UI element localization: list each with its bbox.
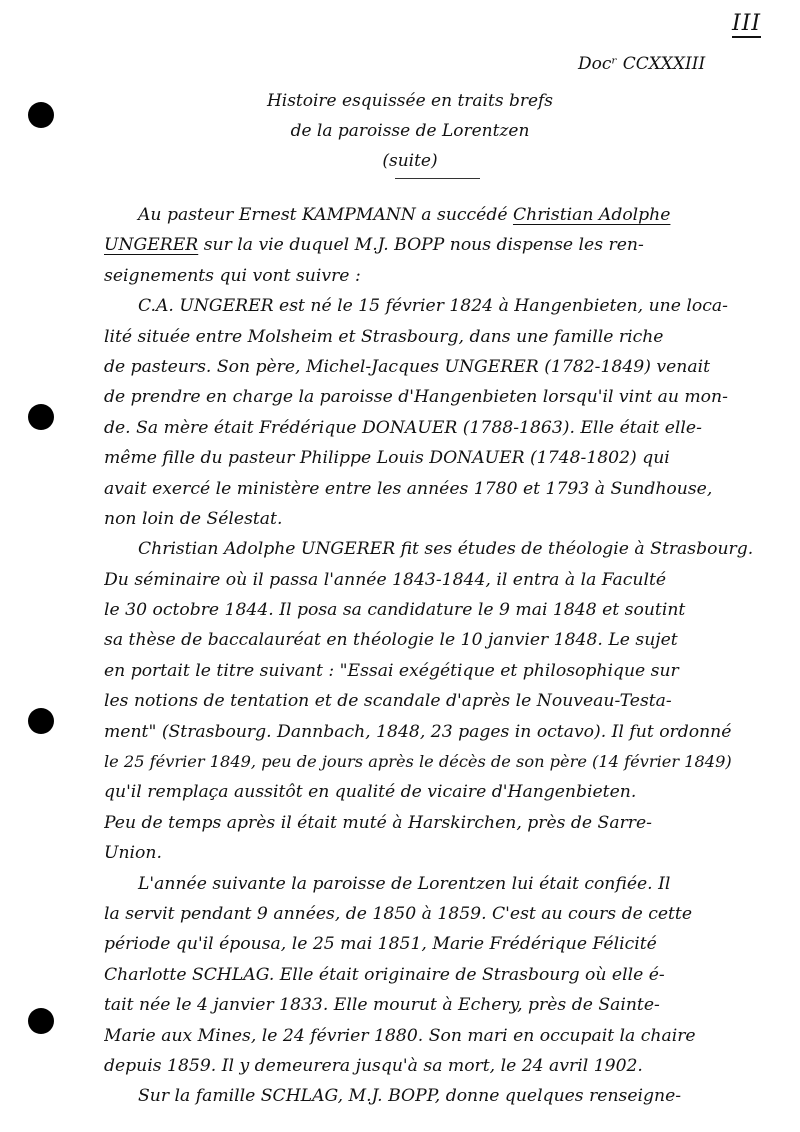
text-line: période qu'il épousa, le 25 mai 1851, Marie Frédérique Félicité: [104, 934, 657, 955]
punch-hole-2: [28, 404, 54, 430]
paragraph-4: [104, 869, 772, 1082]
text-line: C.A. UNGERER est né le 15 février 1824 à Hangenbieten, une loca-: [138, 296, 728, 317]
title-line-2: de la paroisse de Lorentzen: [290, 121, 530, 141]
text-line: Union.: [104, 843, 162, 864]
punch-hole-3: [28, 708, 54, 734]
paragraph-5: [104, 1081, 772, 1111]
text-line: non loin de Sélestat.: [104, 508, 283, 529]
page-number: III: [732, 11, 762, 36]
punch-hole-1: [28, 102, 54, 128]
body-text: [104, 200, 772, 1112]
text-line: seignements qui vont suivre :: [104, 265, 361, 286]
text-line: Christian Adolphe UNGERER fit ses études de théologie à Strasbourg.: [138, 539, 754, 560]
text-line: sa thèse de baccalauréat en théologie le 10 janvier 1848. Le sujet: [104, 630, 678, 651]
underlined-name: UNGERER: [104, 235, 199, 256]
text-line: de prendre en charge la paroisse d'Hangenbieten lorsqu'il vint au mon-: [104, 387, 728, 408]
text-segment: Au pasteur Ernest KAMPMANN a succédé: [138, 205, 513, 225]
text-line: Peu de temps après il était muté à Harskirchen, près de Sarre-: [104, 812, 652, 833]
text-line: ment" (Strasbourg. Dannbach, 1848, 23 pages in octavo). Il fut ordonné: [104, 721, 732, 742]
underlined-name: Christian Adolphe: [512, 205, 671, 225]
text-line: les notions de tentation et de scandale d'après le Nouveau-Testa-: [104, 691, 672, 712]
text-line: qu'il remplaça aussitôt en qualité de vicaire d'Hangenbieten.: [104, 782, 637, 803]
text-line: le 30 octobre 1844. Il posa sa candidature le 9 mai 1848 et soutint: [104, 600, 686, 621]
paragraph-1: [104, 200, 772, 291]
document-title: [240, 86, 580, 176]
text-line: même fille du pasteur Philippe Louis DONAUER (1748-1802) qui: [104, 448, 670, 469]
title-line-3: (suite): [382, 151, 438, 171]
text-line: Charlotte SCHLAG. Elle était originaire de Strasbourg où elle é-: [104, 964, 665, 985]
text-line: Du séminaire où il passa l'année 1843-1844, il entra à la Faculté: [104, 569, 667, 590]
text-line: [104, 200, 772, 230]
title-line-1: Histoire esquissée en traits brefs: [266, 91, 554, 111]
text-line: le 25 février 1849, peu de jours après le décès de son père (14 février 1849): [104, 752, 732, 772]
text-line: en portait le titre suivant : "Essai exégétique et philosophique sur: [104, 660, 679, 681]
text-line: tait née le 4 janvier 1833. Elle mourut à Echery, près de Sainte-: [104, 995, 660, 1016]
paragraph-2: [104, 291, 772, 534]
document-reference: Docʳ CCXXXIII: [578, 54, 706, 74]
punch-hole-4: [28, 1008, 54, 1034]
text-line: L'année suivante la paroisse de Lorentzen lui était confiée. Il: [138, 873, 671, 894]
text-line: depuis 1859. Il y demeurera jusqu'à sa mort, le 24 avril 1902.: [104, 1055, 643, 1076]
text-line: la servit pendant 9 années, de 1850 à 1859. C'est au cours de cette: [104, 903, 693, 924]
text-line: avait exercé le ministère entre les années 1780 et 1793 à Sundhouse,: [104, 478, 713, 499]
paragraph-3: [104, 534, 772, 868]
title-underline: [395, 178, 480, 179]
text-line: de pasteurs. Son père, Michel-Jacques UNGERER (1782-1849) venait: [104, 356, 710, 377]
text-line: de. Sa mère était Frédérique DONAUER (1788-1863). Elle était elle-: [104, 417, 702, 438]
text-line: [104, 230, 772, 260]
text-line: lité située entre Molsheim et Strasbourg, dans une famille riche: [104, 326, 664, 347]
text-line: Marie aux Mines, le 24 février 1880. Son mari en occupait la chaire: [104, 1025, 696, 1046]
text-segment: sur la vie duquel M.J. BOPP nous dispense les ren-: [198, 235, 644, 256]
text-line: Sur la famille SCHLAG, M.J. BOPP, donne quelques renseigne-: [138, 1086, 682, 1107]
